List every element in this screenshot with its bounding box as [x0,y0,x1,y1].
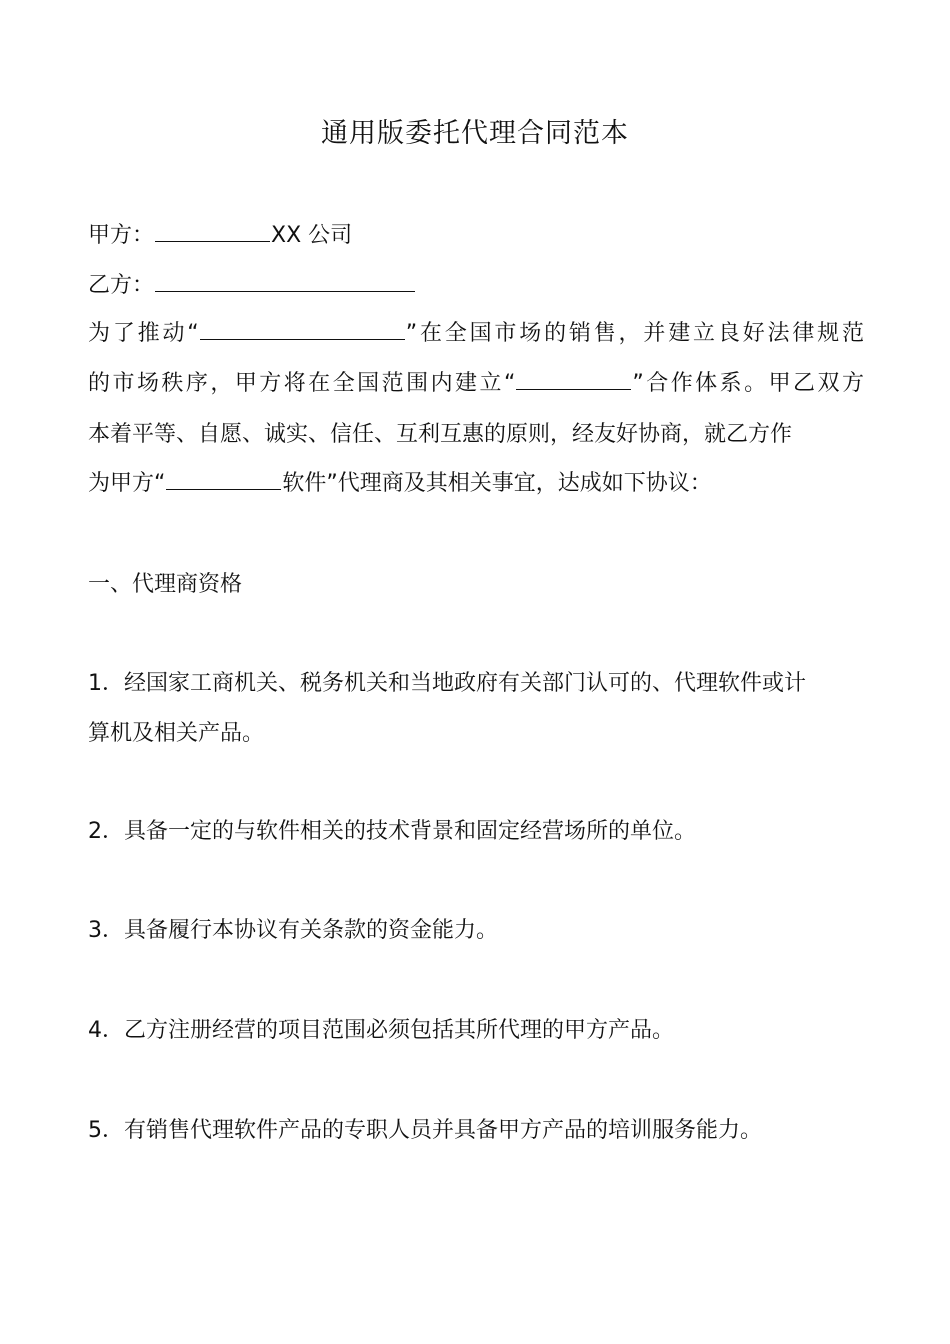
intro-l1-b: ”在全国市场的销售，并建立良好法律规范 [405,321,864,346]
intro-blank-3[interactable] [166,467,281,490]
intro-l2-b: ”合作体系。甲乙双方 [632,371,864,396]
list-item-1-line-1: 1．经国家工商机关、税务机关和当地政府有关部门认可的、代理软件或计 [88,671,806,696]
intro-l4-a: 为甲方“ [88,471,166,496]
intro-l2-a: 的市场秩序，甲方将在全国范围内建立“ [88,371,516,396]
section-1-heading: 一、代理商资格 [88,572,243,597]
list-item-3: 3．具备履行本协议有关条款的资金能力。 [88,918,498,943]
intro-line-2 [88,367,864,401]
intro-blank-1[interactable] [200,317,405,340]
party-b-line [88,269,864,303]
list-item-4: 4．乙方注册经营的项目范围必须包括其所代理的甲方产品。 [88,1018,674,1043]
list-item-5: 5．有销售代理软件产品的专职人员并具备甲方产品的培训服务能力。 [88,1118,762,1143]
party-a-label: 甲方： [88,223,155,248]
document-title: 通用版委托代理合同范本 [321,118,629,149]
intro-l1-a: 为了推动“ [88,321,199,346]
party-a-blank[interactable] [155,219,270,242]
intro-blank-2[interactable] [516,367,631,390]
party-a-line [88,219,864,253]
party-a-value: XX 公司 [271,223,353,248]
list-item-1-line-2: 算机及相关产品。 [88,721,265,746]
intro-line-3: 本着平等、自愿、诚实、信任、互利互惠的原则，经友好协商，就乙方作 [88,422,793,447]
intro-l4-b: 软件”代理商及其相关事宜，达成如下协议： [282,471,712,496]
party-b-label: 乙方： [88,273,155,298]
intro-line-1 [88,317,864,351]
party-b-blank[interactable] [155,269,415,292]
list-item-2: 2．具备一定的与软件相关的技术背景和固定经营场所的单位。 [88,819,696,844]
intro-line-4 [88,467,864,501]
